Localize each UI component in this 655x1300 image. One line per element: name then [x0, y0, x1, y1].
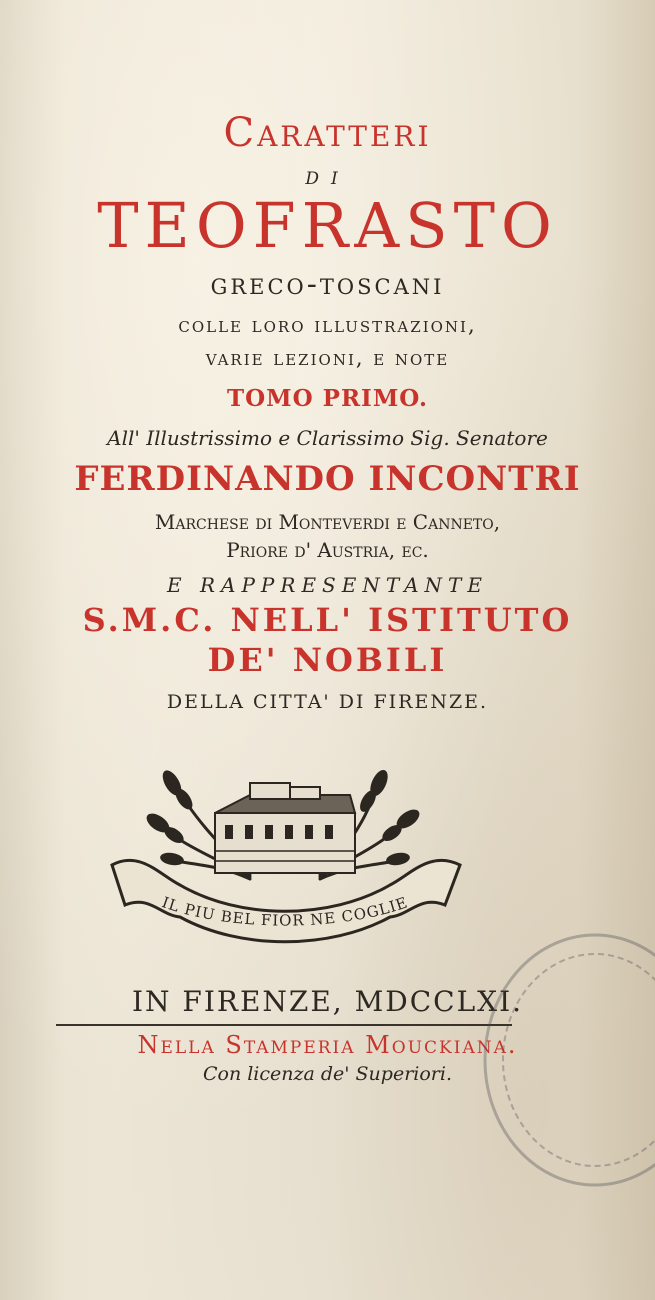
- dedicatee-title-priore: Priore d' Austria, ec.: [226, 538, 429, 562]
- imprint-license: Con licenza de' Superiori.: [202, 1063, 453, 1085]
- subtitle-lezioni: varie lezioni, e note: [205, 346, 450, 370]
- title-caratteri: Caratteri: [223, 110, 432, 156]
- dedicatee-city: DELLA CITTA' DI FIRENZE.: [166, 691, 489, 713]
- title-di: di: [305, 162, 350, 190]
- subtitle-illustrazioni: colle loro illustrazioni,: [178, 313, 477, 337]
- imprint-place-date: IN FIRENZE, MDCCLXI.: [131, 985, 524, 1018]
- imprint-printer: Nella Stamperia Mouckiana.: [137, 1031, 518, 1059]
- library-stamp: [465, 925, 655, 1195]
- imprint-rule: [56, 1024, 512, 1026]
- volume-label: TOMO PRIMO.: [227, 385, 428, 412]
- dedication-intro: All' Illustrissimo e Clarissimo Sig. Senatore: [107, 426, 548, 450]
- emblem-motto: IL PIU BEL FIOR NE COGLIE: [159, 893, 411, 930]
- printers-device-emblem: [100, 755, 470, 945]
- dedicatee-role: E RAPPRESENTANTE: [167, 573, 488, 597]
- dedicatee-title-marchese: Marchese di Monteverdi e Canneto,: [154, 510, 501, 534]
- title-greco-toscani: greco-toscani: [210, 267, 445, 302]
- title-teofrasto: TEOFRASTO: [97, 189, 558, 262]
- dedicatee-office-istituto: S.M.C. NELL' ISTITUTO: [82, 601, 573, 639]
- dedicatee-office-nobili: DE' NOBILI: [207, 641, 448, 679]
- dedicatee-name: FERDINANDO INCONTRI: [74, 459, 581, 499]
